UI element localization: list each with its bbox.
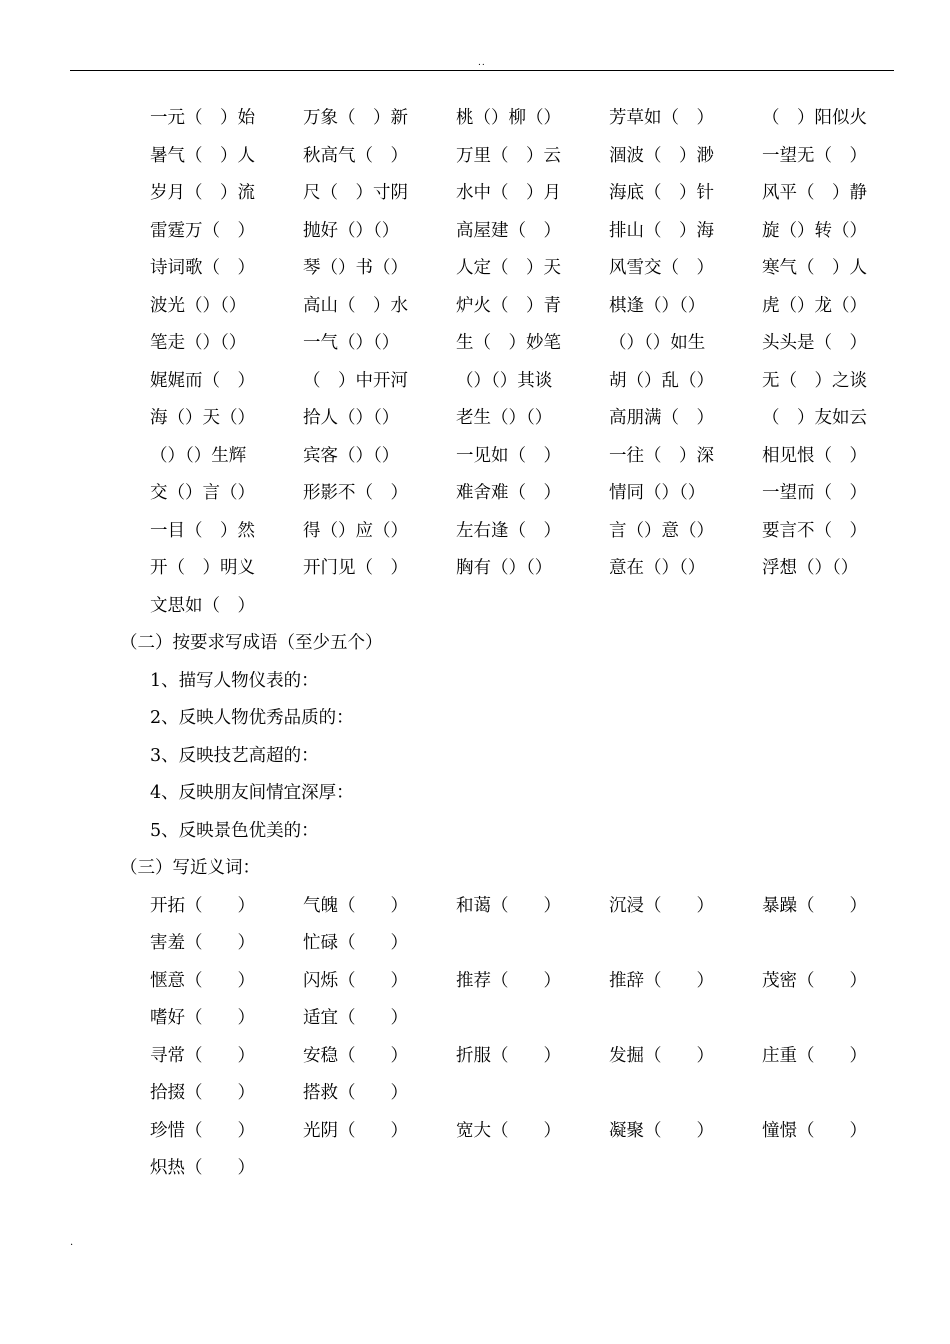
idiom-blank-item: 形影不（ ） bbox=[303, 483, 408, 503]
idiom-blank-item: 拾人（）（） bbox=[303, 408, 400, 428]
idiom-blank-item: 一望而（ ） bbox=[762, 483, 867, 503]
idiom-blank-item: 老生（）（） bbox=[456, 408, 553, 428]
synonym-blank-item: 炽热（ ） bbox=[150, 1158, 255, 1178]
worksheet-body bbox=[0, 100, 950, 1188]
section-heading-2: （二）按要求写成语（至少五个） bbox=[120, 633, 383, 653]
idiom-row bbox=[0, 588, 950, 626]
idiom-blank-item: （）（）生辉 bbox=[150, 445, 247, 466]
idiom-blank-item: 琴（）书（） bbox=[303, 258, 408, 278]
idiom-row bbox=[0, 513, 950, 551]
synonym-row bbox=[0, 1038, 950, 1076]
synonym-row bbox=[0, 888, 950, 926]
section-2-items bbox=[0, 663, 950, 851]
idiom-blank-item: （）（）如生 bbox=[609, 333, 706, 353]
idiom-blank-item: 左右逢（ ） bbox=[456, 520, 561, 541]
idiom-blank-item: 一见如（ ） bbox=[456, 445, 561, 466]
idiom-blank-item: 情同（）（） bbox=[609, 483, 706, 503]
synonym-blank-item: 沉浸（ ） bbox=[609, 895, 714, 916]
idiom-row bbox=[0, 325, 950, 363]
synonym-blank-item: 茂密（ ） bbox=[762, 970, 867, 991]
idiom-row bbox=[0, 550, 950, 588]
synonym-blank-item: 和蔼（ ） bbox=[456, 895, 561, 916]
idiom-blank-item: 涸波（ ）渺 bbox=[609, 145, 714, 166]
idiom-blank-item: （ ）中开河 bbox=[303, 370, 408, 391]
synonym-blank-item: 惬意（ ） bbox=[150, 970, 255, 991]
idiom-blank-item: 诗词歌（ ） bbox=[150, 258, 255, 278]
idiom-row bbox=[0, 288, 950, 326]
idiom-blank-item: 文思如（ ） bbox=[150, 595, 255, 616]
synonym-blank-item: 凝聚（ ） bbox=[609, 1120, 714, 1141]
idiom-blank-item: 风平（ ）静 bbox=[762, 183, 867, 203]
task-item: 2、反映人物优秀品质的： bbox=[150, 708, 354, 728]
idiom-blank-item: 芳草如（ ） bbox=[609, 108, 714, 128]
idiom-blank-item: 意在（）（） bbox=[609, 558, 706, 578]
synonym-row bbox=[0, 1150, 950, 1188]
idiom-blank-item: 得（）应（） bbox=[303, 520, 408, 541]
synonym-blank-item: 推荐（ ） bbox=[456, 970, 561, 991]
idiom-blank-item: 难舍难（ ） bbox=[456, 483, 561, 503]
synonym-blank-item: 推辞（ ） bbox=[609, 970, 714, 991]
synonym-section bbox=[0, 888, 950, 1188]
idiom-blank-item: 开（ ）明义 bbox=[150, 558, 255, 578]
idiom-blank-item: 无（ ）之谈 bbox=[762, 370, 867, 391]
synonym-blank-item: 适宜（ ） bbox=[303, 1008, 408, 1028]
idiom-blank-item: （）（）其谈 bbox=[456, 370, 553, 391]
idiom-row bbox=[0, 100, 950, 138]
idiom-row bbox=[0, 400, 950, 438]
synonym-blank-item: 忙碌（ ） bbox=[303, 933, 408, 953]
idiom-row bbox=[0, 438, 950, 476]
idiom-blank-item: 胡（）乱（） bbox=[609, 370, 714, 391]
synonym-blank-item: 庄重（ ） bbox=[762, 1045, 867, 1066]
idiom-blank-item: 寒气（ ）人 bbox=[762, 258, 867, 278]
idiom-blank-item: 宾客（）（） bbox=[303, 445, 400, 466]
idiom-blank-item: 旋（）转（） bbox=[762, 220, 867, 241]
idiom-blank-item: 胸有（）（） bbox=[456, 558, 553, 578]
synonym-blank-item: 寻常（ ） bbox=[150, 1045, 255, 1066]
synonym-blank-item: 折服（ ） bbox=[456, 1045, 561, 1066]
idiom-blank-item: 万象（ ）新 bbox=[303, 108, 408, 128]
idiom-blank-item: 海底（ ）针 bbox=[609, 183, 714, 203]
idiom-blank-item: 高屋建（ ） bbox=[456, 220, 561, 241]
idiom-blank-item: 相见恨（ ） bbox=[762, 445, 867, 466]
task-item: 4、反映朋友间情宜深厚： bbox=[150, 783, 354, 803]
synonym-blank-item: 宽大（ ） bbox=[456, 1120, 561, 1141]
idiom-row bbox=[0, 213, 950, 251]
idiom-blank-item: 尺（ ）寸阴 bbox=[303, 183, 408, 203]
synonym-row bbox=[0, 1000, 950, 1038]
idiom-row bbox=[0, 475, 950, 513]
task-item: 1、描写人物仪表的： bbox=[150, 670, 319, 691]
idiom-blank-item: 言（）意（） bbox=[609, 520, 714, 541]
idiom-blank-item: 浮想（）（） bbox=[762, 558, 859, 578]
synonym-row bbox=[0, 1113, 950, 1151]
synonym-blank-item: 光阴（ ） bbox=[303, 1120, 408, 1141]
synonym-row bbox=[0, 1075, 950, 1113]
synonym-blank-item: 气魄（ ） bbox=[303, 895, 408, 916]
idiom-blank-item: 岁月（ ）流 bbox=[150, 183, 255, 203]
idiom-blank-item: （ ）阳似火 bbox=[762, 108, 867, 128]
idiom-blank-item: 笔走（）（） bbox=[150, 333, 247, 353]
idiom-blank-item: 高山（ ）水 bbox=[303, 295, 408, 316]
idiom-row bbox=[0, 138, 950, 176]
idiom-blank-item: 棋逢（）（） bbox=[609, 295, 706, 316]
synonym-blank-item: 开拓（ ） bbox=[150, 895, 255, 916]
idiom-blank-item: 高朋满（ ） bbox=[609, 408, 714, 428]
synonym-blank-item: 憧憬（ ） bbox=[762, 1120, 867, 1141]
idiom-blank-item: 暑气（ ）人 bbox=[150, 145, 255, 166]
idiom-blank-item: 桃（）柳（） bbox=[456, 108, 561, 128]
synonym-blank-item: 搭救（ ） bbox=[303, 1083, 408, 1103]
synonym-blank-item: 安稳（ ） bbox=[303, 1045, 408, 1066]
idiom-blank-item: 一气（）（） bbox=[303, 333, 400, 353]
idiom-blank-item: 炉火（ ）青 bbox=[456, 295, 561, 316]
synonym-blank-item: 发掘（ ） bbox=[609, 1045, 714, 1066]
idiom-blank-item: 人定（ ）天 bbox=[456, 258, 561, 278]
idiom-blank-item: 风雪交（ ） bbox=[609, 258, 714, 278]
idiom-blank-item: 头头是（ ） bbox=[762, 333, 867, 353]
header-rule bbox=[70, 70, 894, 71]
idiom-blank-item: 一元（ ）始 bbox=[150, 108, 255, 128]
idiom-blank-item: 万里（ ）云 bbox=[456, 145, 561, 166]
idiom-blank-item: 波光（）（） bbox=[150, 295, 247, 316]
synonym-blank-item: 嗜好（ ） bbox=[150, 1008, 255, 1028]
idiom-blank-item: 排山（ ）海 bbox=[609, 220, 714, 241]
idiom-blank-item: 虎（）龙（） bbox=[762, 295, 867, 316]
idiom-fill-section bbox=[0, 100, 950, 625]
idiom-blank-item: 开门见（ ） bbox=[303, 558, 408, 578]
idiom-blank-item: 一往（ ）深 bbox=[609, 445, 714, 466]
synonym-blank-item: 害羞（ ） bbox=[150, 933, 255, 953]
header-mark: .. bbox=[478, 58, 486, 68]
idiom-blank-item: 要言不（ ） bbox=[762, 520, 867, 541]
idiom-blank-item: （ ）友如云 bbox=[762, 408, 867, 428]
idiom-row bbox=[0, 175, 950, 213]
synonym-blank-item: 珍惜（ ） bbox=[150, 1120, 255, 1141]
idiom-blank-item: 娓娓而（ ） bbox=[150, 370, 255, 391]
synonym-row bbox=[0, 925, 950, 963]
task-item: 5、反映景色优美的： bbox=[150, 820, 319, 841]
synonym-blank-item: 拾掇（ ） bbox=[150, 1083, 255, 1103]
idiom-blank-item: 交（）言（） bbox=[150, 483, 255, 503]
idiom-blank-item: 雷霆万（ ） bbox=[150, 220, 255, 241]
idiom-blank-item: 生（ ）妙笔 bbox=[456, 333, 561, 353]
task-item: 3、反映技艺高超的： bbox=[150, 745, 319, 766]
idiom-blank-item: 海（）天（） bbox=[150, 408, 255, 428]
idiom-blank-item: 水中（ ）月 bbox=[456, 183, 561, 203]
synonym-blank-item: 闪烁（ ） bbox=[303, 970, 408, 991]
idiom-blank-item: 秋高气（ ） bbox=[303, 145, 408, 166]
idiom-row bbox=[0, 250, 950, 288]
footer-mark: . bbox=[70, 1237, 74, 1248]
idiom-row bbox=[0, 363, 950, 401]
section-heading-3: （三）写近义词： bbox=[120, 858, 260, 878]
synonym-row bbox=[0, 963, 950, 1001]
idiom-blank-item: 一望无（ ） bbox=[762, 145, 867, 166]
idiom-blank-item: 一目（ ）然 bbox=[150, 520, 255, 541]
synonym-blank-item: 暴躁（ ） bbox=[762, 895, 867, 916]
idiom-blank-item: 抛好（）（） bbox=[303, 220, 400, 241]
